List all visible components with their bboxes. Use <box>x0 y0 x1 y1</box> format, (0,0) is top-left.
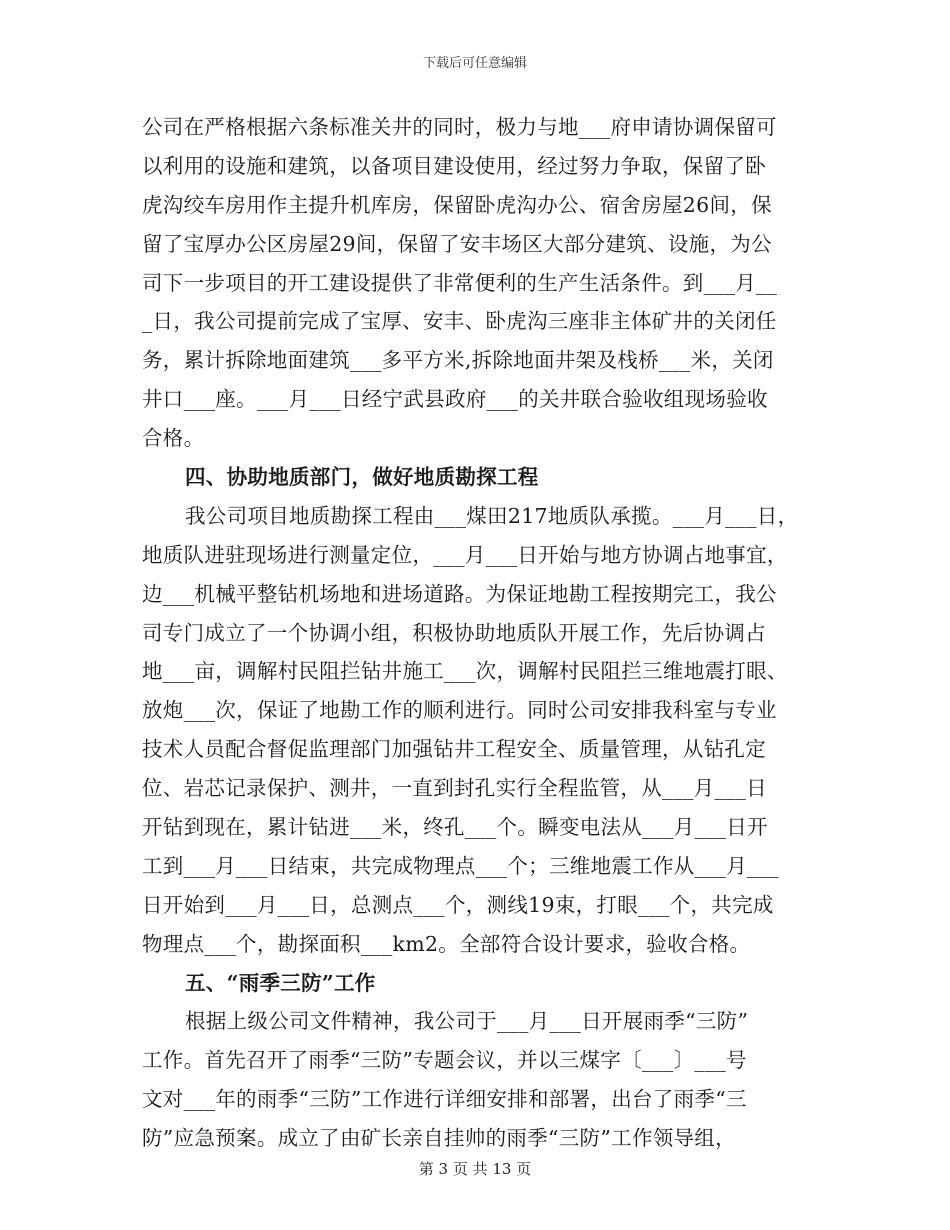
body-line: 我公司项目地质勘探工程由___煤田217地质队承揽。___月___日， <box>185 503 799 528</box>
body-line: 以利用的设施和建筑，以备项目建设使用，经过努力争取，保留了卧 <box>142 153 766 178</box>
body-line: 务，累计拆除地面建筑___多平方米,拆除地面井架及栈桥___米，关闭 <box>142 348 774 373</box>
body-line: 井口___座。___月___日经宁武县政府___的关井联合验收组现场验收 <box>142 387 768 412</box>
body-line: 物理点___个，勘探面积___km2。全部符合设计要求，验收合格。 <box>142 931 751 956</box>
body-line: 日开始到___月___日，总测点___个，测线19束，打眼___个，共完成 <box>142 892 774 917</box>
body-line: 工作。首先召开了雨季“三防”专题会议，并以三煤字〔___〕___号 <box>142 1048 747 1073</box>
body-line: 边___机械平整钻机场地和进场道路。为保证地勘工程按期完工，我公 <box>142 581 777 606</box>
body-line: 地质队进驻现场进行测量定位，___月___日开始与地方协调占地事宜， <box>142 542 788 567</box>
body-line: 合格。 <box>142 426 205 451</box>
body-line: 司下一步项目的开工建设提供了非常便利的生产生活条件。到___月__ <box>142 270 778 295</box>
document-body <box>142 108 810 1158</box>
body-line: 公司在严格根据六条标准关井的同时，极力与地___府申请协调保留可 <box>142 115 777 139</box>
body-line: _日，我公司提前完成了宝厚、安丰、卧虎沟三座非主体矿井的关闭任 <box>142 309 777 334</box>
section-heading-4: 四、协助地质部门，做好地质勘探工程 <box>185 465 539 490</box>
body-line: 留了宝厚办公区房屋29间，保留了安丰场区大部分建筑、设施，为公 <box>142 231 772 256</box>
body-line: 开钻到现在，累计钻进___米，终孔___个。瞬变电法从___月___日开 <box>142 815 768 840</box>
body-line: 司专门成立了一个协调小组，积极协助地质队开展工作，先后协调占 <box>142 620 766 645</box>
body-line: 放炮___次，保证了地勘工作的顺利进行。同时公司安排我科室与专业 <box>142 698 777 723</box>
body-line: 技术人员配合督促监理部门加强钻井工程安全、质量管理，从钻孔定 <box>142 737 766 762</box>
page-number: 第 3 页 共 13 页 <box>418 1160 532 1178</box>
header-note: 下载后可任意编辑 <box>422 56 527 71</box>
body-line: 虎沟绞车房用作主提升机库房，保留卧虎沟办公、宿舍房屋26间，保 <box>142 192 772 217</box>
body-line: 地___亩，调解村民阻拦钻井施工___次，调解村民阻拦三维地震打眼、 <box>142 659 788 684</box>
body-line: 位、岩芯记录保护、测井，一直到封孔实行全程监管，从___月___日 <box>142 776 767 801</box>
body-line: 工到___月___日结束，共完成物理点___个；三维地震工作从___月___ <box>142 853 779 878</box>
body-line: 文对___年的雨季“三防”工作进行详细安排和部署，出台了雨季“三 <box>142 1087 747 1112</box>
section-heading-5: 五、“雨季三防”工作 <box>185 970 376 995</box>
body-line: 防”应急预案。成立了由矿长亲自挂帅的雨季“三防”工作领导组， <box>142 1126 736 1151</box>
body-line: 根据上级公司文件精神，我公司于___月___日开展雨季“三防” <box>185 1009 749 1034</box>
